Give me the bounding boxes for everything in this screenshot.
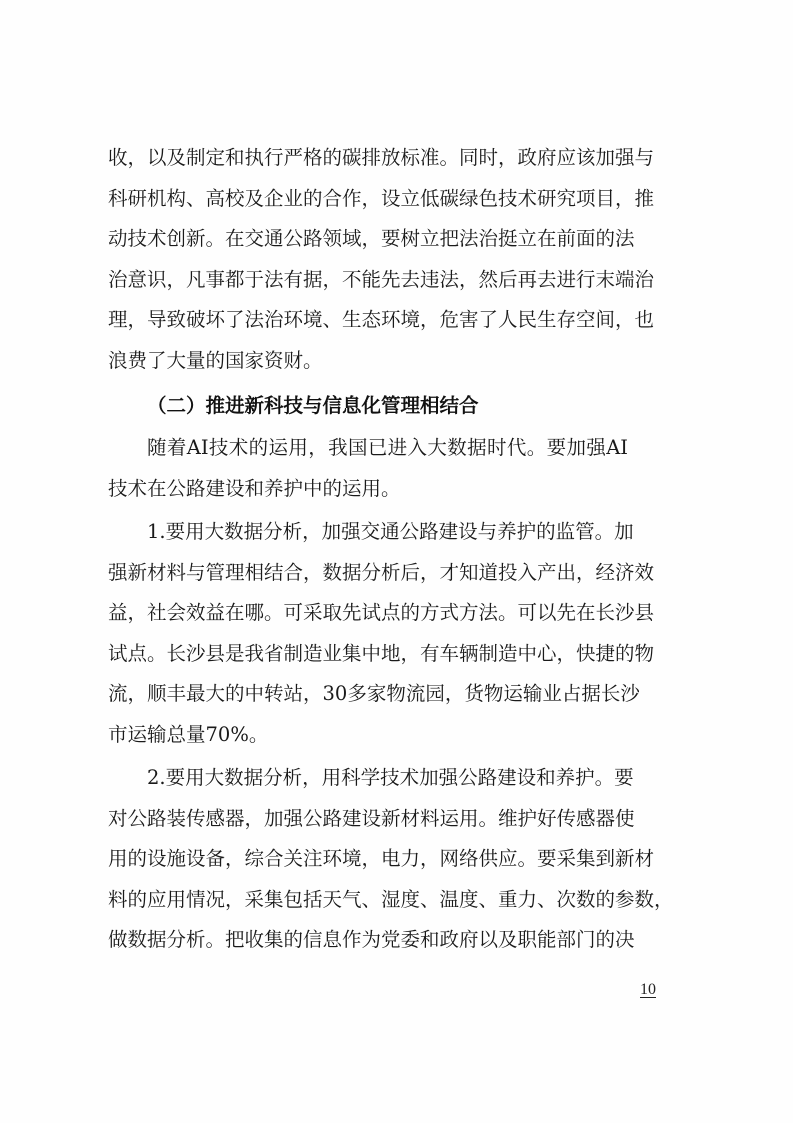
paragraph-4-line-4: 料的应用情况，采集包括天气、湿度、温度、重力、次数的参数， <box>108 888 674 911</box>
paragraph-3-line-6: 市运输总量70%。 <box>108 723 269 746</box>
paragraph-4-line-5: 做数据分析。把收集的信息作为党委和政府以及职能部门的决 <box>108 928 635 951</box>
paragraph-1-line-5: 理，导致破坏了法治环境、生态环境，危害了人民生存空间，也 <box>108 308 655 331</box>
paragraph-3-line-2: 强新材料与管理相结合，数据分析后，才知道投入产出，经济效 <box>108 561 655 584</box>
paragraph-4-line-3: 用的设施设备，综合关注环境，电力，网络供应。要采集到新材 <box>108 847 655 870</box>
paragraph-3-line-4: 试点。长沙县是我省制造业集中地，有车辆制造中心，快捷的物 <box>108 642 655 665</box>
paragraph-2-line-1: 随着AI技术的运用，我国已进入大数据时代。要加强AI <box>147 436 628 459</box>
paragraph-4-line-1: 2.要用大数据分析，用科学技术加强公路建设和养护。要 <box>147 766 634 789</box>
paragraph-4-line-2: 对公路装传感器，加强公路建设新材料运用。维护好传感器使 <box>108 807 635 830</box>
paragraph-3-line-5: 流，顺丰最大的中转站，30多家物流园，货物运输业占据长沙 <box>108 682 640 705</box>
paragraph-2-line-2: 技术在公路建设和养护中的运用。 <box>108 477 401 500</box>
page-number: 10 <box>640 981 656 998</box>
paragraph-1-line-2: 科研机构、高校及企业的合作，设立低碳绿色技术研究项目，推 <box>108 187 655 210</box>
section-heading: （二）推进新科技与信息化管理相结合 <box>147 394 479 417</box>
paragraph-3-line-1: 1.要用大数据分析，加强交通公路建设与养护的监管。加 <box>147 520 634 543</box>
paragraph-1-line-1: 收，以及制定和执行严格的碳排放标准。同时，政府应该加强与 <box>108 146 655 169</box>
paragraph-3-line-3: 益，社会效益在哪。可采取先试点的方式方法。可以先在长沙县 <box>108 601 655 624</box>
paragraph-1-line-6: 浪费了大量的国家资财。 <box>108 349 323 372</box>
paragraph-1-line-3: 动技术创新。在交通公路领域，要树立把法治挺立在前面的法 <box>108 227 635 250</box>
paragraph-1-line-4: 治意识，凡事都于法有据，不能先去违法，然后再去进行末端治 <box>108 268 655 291</box>
